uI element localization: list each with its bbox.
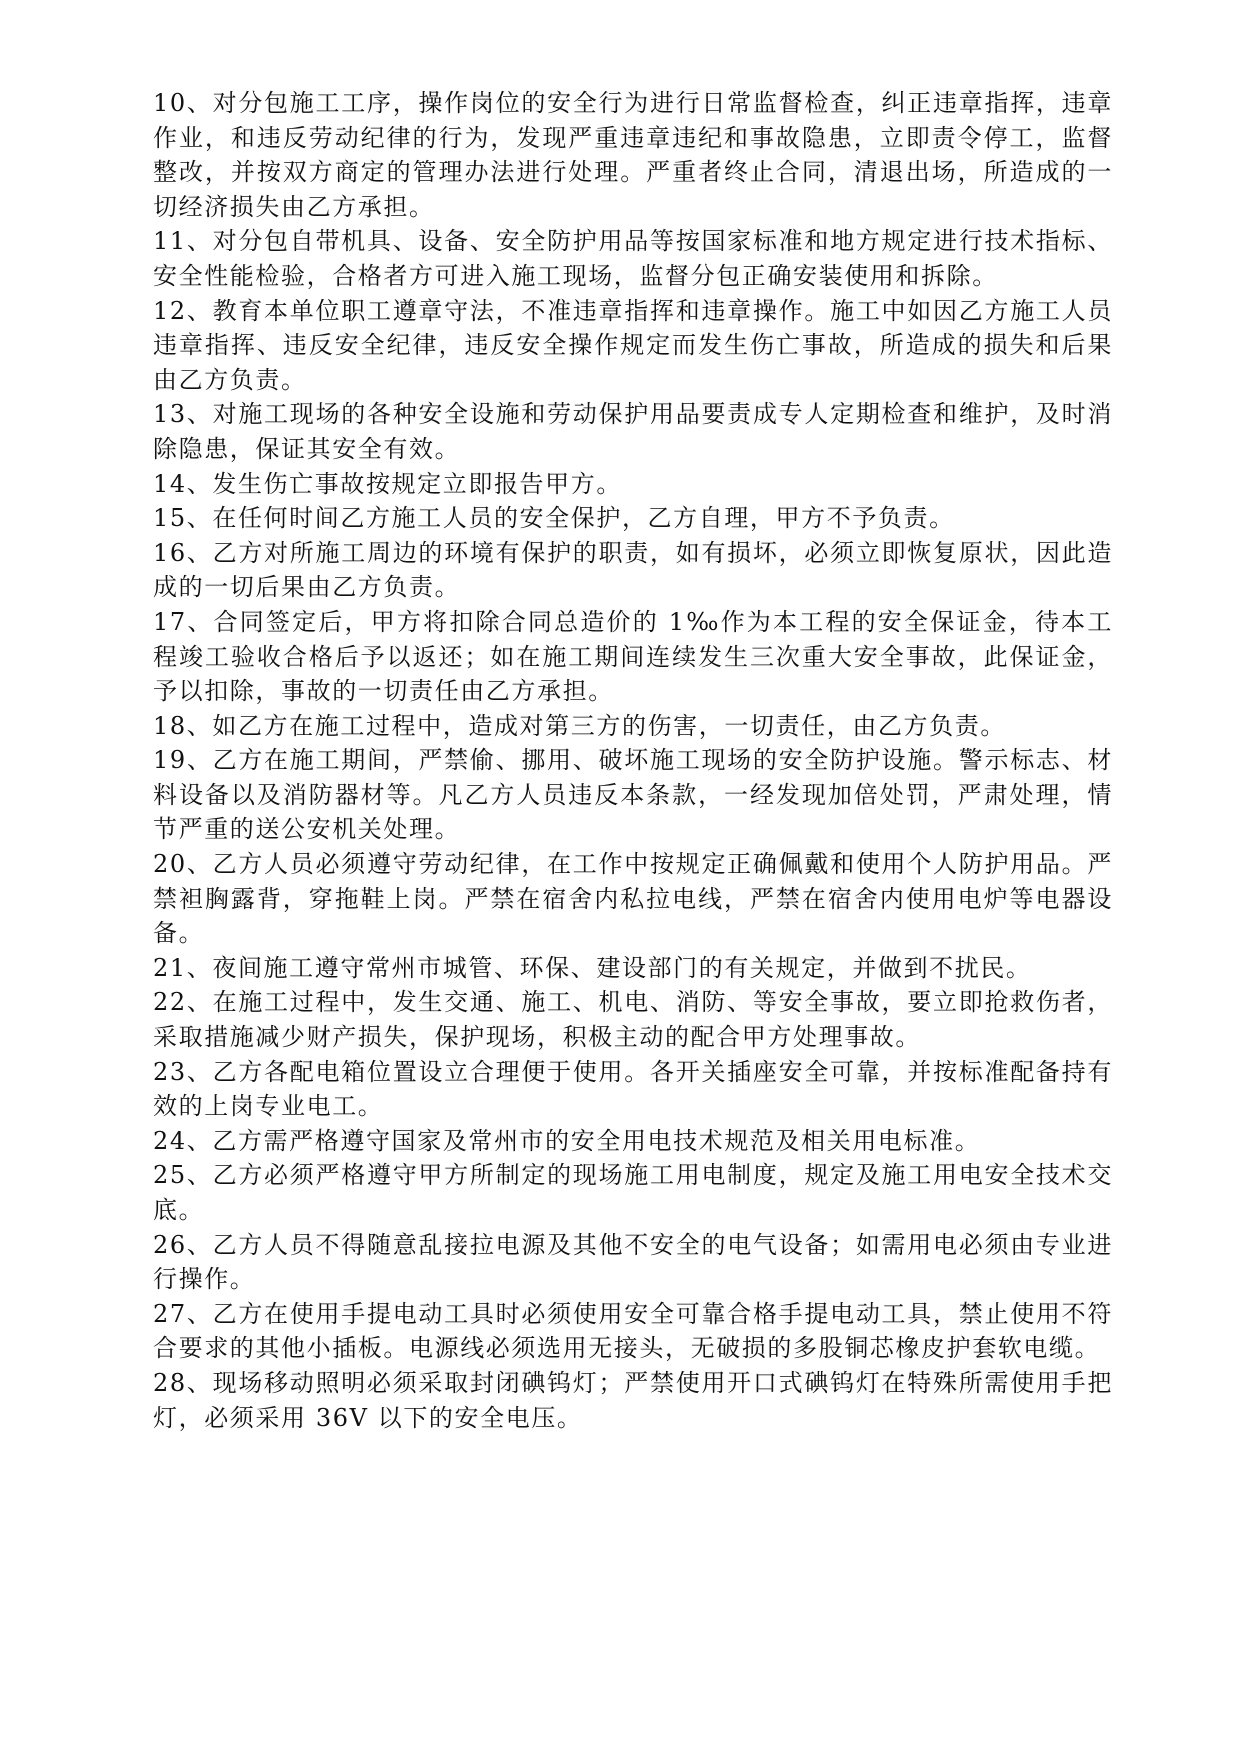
document-body [153, 86, 1113, 1435]
clause-12: 12、教育本单位职工遵章守法，不准违章指挥和违章操作。施工中如因乙方施工人员违章指挥、违反安全纪律，违反安全操作规定而发生伤亡事故，所造成的损失和后果由乙方负责。 [153, 296, 1113, 394]
clause-14: 14、发生伤亡事故按规定立即报告甲方。 [153, 469, 622, 498]
clause-26: 26、乙方人员不得随意乱接拉电源及其他不安全的电气设备；如需用电必须由专业进行操作。 [153, 1230, 1113, 1294]
clause-11: 11、对分包自带机具、设备、安全防护用品等按国家标准和地方规定进行技术指标、安全性能检验，合格者方可进入施工现场，监督分包正确安装使用和拆除。 [153, 227, 1113, 290]
clause-27: 27、乙方在使用手提电动工具时必须使用安全可靠合格手提电动工具，禁止使用不符合要求的其他小插板。电源线必须选用无接头，无破损的多股铜芯橡皮护套软电缆。 [153, 1299, 1113, 1363]
clause-21: 21、夜间施工遵守常州市城管、环保、建设部门的有关规定，并做到不扰民。 [153, 953, 1032, 982]
clause-25: 25、乙方必须严格遵守甲方所制定的现场施工用电制度，规定及施工用电安全技术交底。 [153, 1161, 1113, 1224]
clause-15: 15、在任何时间乙方施工人员的安全保护，乙方自理，甲方不予负责。 [153, 504, 955, 533]
clause-19: 19、乙方在施工期间，严禁偷、挪用、破坏施工现场的安全防护设施。警示标志、材料设备以及消防器材等。凡乙方人员违反本条款，一经发现加倍处罚，严肃处理，情节严重的送公安机关处理。 [153, 746, 1113, 844]
clause-22: 22、在施工过程中，发生交通、施工、机电、消防、等安全事故，要立即抢救伤者，采取措施减少财产损失，保护现场，积极主动的配合甲方处理事故。 [153, 988, 1113, 1052]
clause-28: 28、现场移动照明必须采取封闭碘钨灯；严禁使用开口式碘钨灯在特殊所需使用手把灯，必须采用 36V 以下的安全电压。 [153, 1368, 1113, 1432]
clause-13: 13、对施工现场的各种安全设施和劳动保护用品要责成专人定期检查和维护，及时消除隐患，保证其安全有效。 [153, 400, 1113, 463]
clause-24: 24、乙方需严格遵守国家及常州市的安全用电技术规范及相关用电标准。 [153, 1126, 981, 1155]
clause-10: 10、对分包施工工序，操作岗位的安全行为进行日常监督检查，纠正违章指挥，违章作业，和违反劳动纪律的行为，发现严重违章违纪和事故隐患，立即责令停工，监督整改，并按双方商定的管理办法进行处理。严重者终止合同，清退出场，所造成的一切经济损失由乙方承担。 [153, 89, 1113, 221]
clause-23: 23、乙方各配电箱位置设立合理便于使用。各开关插座安全可靠，并按标准配备持有效的上岗专业电工。 [153, 1057, 1113, 1121]
clause-16: 16、乙方对所施工周边的环境有保护的职责，如有损坏，必须立即恢复原状，因此造成的一切后果由乙方负责。 [153, 538, 1113, 602]
clause-18: 18、如乙方在施工过程中，造成对第三方的伤害，一切责任，由乙方负责。 [153, 711, 1006, 740]
clause-17: 17、合同签定后，甲方将扣除合同总造价的 1‰作为本工程的安全保证金，待本工程竣工验收合格后予以返还；如在施工期间连续发生三次重大安全事故，此保证金，予以扣除，事故的一切责任由乙方承担。 [153, 607, 1113, 706]
clause-20: 20、乙方人员必须遵守劳动纪律，在工作中按规定正确佩戴和使用个人防护用品。严禁袒胸露背，穿拖鞋上岗。严禁在宿舍内私拉电线，严禁在宿舍内使用电炉等电器设备。 [153, 850, 1113, 948]
